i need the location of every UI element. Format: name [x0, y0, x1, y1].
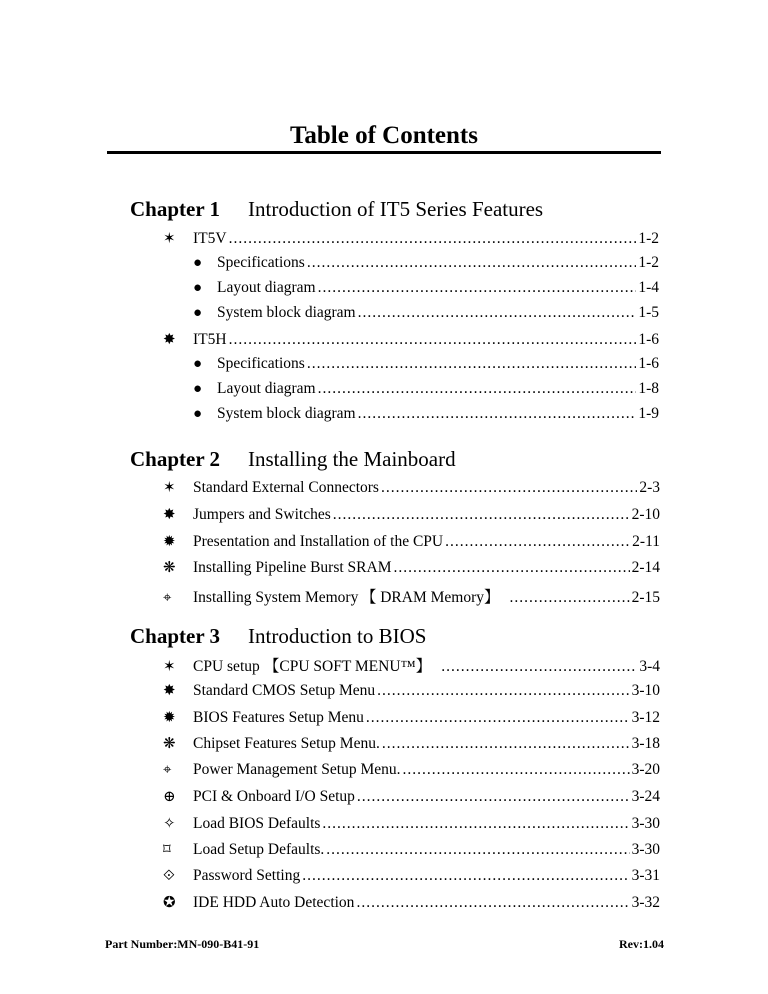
toc-entry[interactable]: ✪ IDE HDD Auto Detection ..... 3-32 [163, 893, 660, 912]
toc-entry[interactable]: ⌖ Power Management Setup Menu. ..... 3-20 [163, 761, 660, 779]
toc-entry[interactable]: ⟐ Password Setting ..... 3-31 [163, 867, 660, 885]
crosshair-bullet-icon: ⌖ [163, 590, 172, 606]
toc-entry[interactable]: ● Specifications ..... 1-2 [193, 254, 659, 272]
twelve-point-star-bullet-icon: ✹ [163, 710, 176, 726]
dot-bullet-icon: ● [193, 406, 203, 422]
chapter-title: Introduction of IT5 Series Features [248, 197, 544, 221]
outlined-star-bullet-icon: ✧ [163, 816, 176, 832]
crosshair-bullet-icon: ⌖ [163, 762, 172, 778]
title-underline [107, 151, 661, 154]
circled-star-bullet-icon: ✪ [163, 895, 176, 911]
toc-entry[interactable]: ✶ Standard External Connectors ..... 2-3 [163, 478, 660, 497]
revision: Rev:1.04 [619, 937, 664, 951]
star-bullet-icon: ✶ [163, 231, 176, 247]
dot-bullet-icon: ● [193, 356, 203, 372]
toc-entry[interactable]: ● Specifications ..... 1-6 [193, 355, 659, 373]
toc-entry[interactable]: ✹ Presentation and Installation of the CPU ..... 2-11 [163, 532, 660, 551]
star-bullet-icon: ✶ [163, 659, 176, 675]
chapter-number: Chapter 1 [130, 197, 221, 221]
dot-bullet-icon: ● [193, 305, 203, 321]
toc-entry[interactable]: ❋ Installing Pipeline Burst SRAM ..... 2-14 [163, 558, 660, 577]
square-bullet-icon: ⌑ [163, 842, 171, 858]
part-number: Part Number:MN-090-B41-91 [105, 937, 260, 951]
toc-entry[interactable]: ✶ CPU setup 【CPU SOFT MENU™】 ..... 3-4 [163, 654, 660, 676]
chapter-1-heading [130, 197, 543, 222]
chapter-2-heading [130, 447, 456, 472]
eight-point-star-bullet-icon: ✸ [163, 332, 176, 348]
star-bullet-icon: ✶ [163, 480, 176, 496]
chapter-number: Chapter 3 [130, 624, 221, 648]
toc-entry[interactable]: ✧ Load BIOS Defaults ..... 3-30 [163, 814, 660, 833]
page-title: Table of Contents [290, 122, 478, 149]
toc-entry[interactable]: ● Layout diagram ..... 1-8 [193, 380, 659, 398]
circled-plus-bullet-icon: ⊕ [163, 789, 176, 805]
toc-entry[interactable]: ⌑ Load Setup Defaults. ..... 3-30 [163, 840, 660, 859]
toc-entry[interactable]: ● System block diagram ..... 1-9 [193, 405, 659, 423]
eight-point-star-bullet-icon: ✸ [163, 507, 176, 523]
toc-entry[interactable]: ● System block diagram ..... 1-5 [193, 304, 659, 322]
chapter-3-heading [130, 624, 427, 649]
toc-entry[interactable]: ✶ IT5V ..... 1-2 [163, 229, 659, 248]
toc-entry[interactable]: ❋ Chipset Features Setup Menu. ..... 3-18 [163, 734, 660, 753]
eight-point-star-bullet-icon: ✸ [163, 683, 176, 699]
chapter-title: Installing the Mainboard [248, 447, 456, 471]
dot-bullet-icon: ● [193, 255, 203, 271]
toc-entry[interactable]: ⌖ Installing System Memory 【 DRAM Memory】 ..... 2-15 [163, 585, 660, 607]
toc-entry[interactable]: ✸ Jumpers and Switches ..... 2-10 [163, 505, 660, 524]
twelve-point-star-bullet-icon: ✹ [163, 534, 176, 550]
asterisk-bullet-icon: ❋ [163, 736, 176, 752]
diamond-bullet-icon: ⟐ [163, 868, 175, 884]
toc-entry[interactable]: ✸ Standard CMOS Setup Menu ..... 3-10 [163, 681, 660, 700]
chapter-title: Introduction to BIOS [248, 624, 427, 648]
dot-bullet-icon: ● [193, 381, 203, 397]
toc-entry[interactable]: ⊕ PCI & Onboard I/O Setup ..... 3-24 [163, 787, 660, 806]
toc-entry[interactable]: ✸ IT5H ..... 1-6 [163, 330, 659, 349]
toc-entry[interactable]: ● Layout diagram ..... 1-4 [193, 279, 659, 297]
chapter-number: Chapter 2 [130, 447, 221, 471]
toc-entry[interactable]: ✹ BIOS Features Setup Menu ..... 3-12 [163, 708, 660, 727]
asterisk-bullet-icon: ❋ [163, 560, 176, 576]
dot-bullet-icon: ● [193, 280, 203, 296]
